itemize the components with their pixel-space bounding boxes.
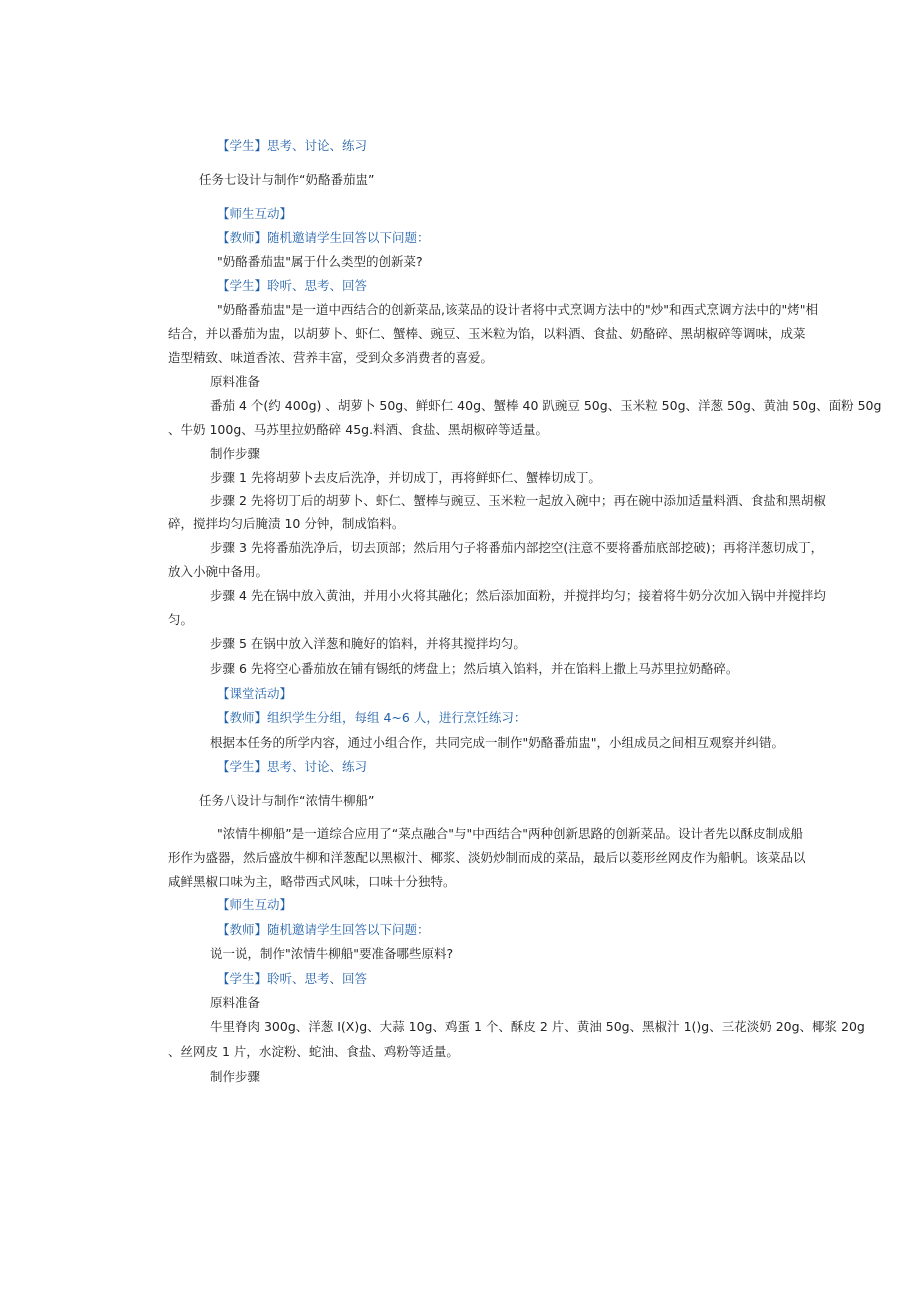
class-activity-label: 【课堂活动】 [217,686,293,701]
steps-heading-2: 制作步骤 [210,1069,261,1084]
step-4-line-1: 步骤 4 先在锅中放入黄油，并用小火将其融化；然后添加面粉，并搅拌均匀；接着将牛奶分次加入锅中并搅拌均 [210,588,826,603]
activity-description: 根据本任务的所学内容，通过小组合作，共同完成一制作"奶酪番茄盅"，小组成员之间相互观察并纠错。 [210,735,785,750]
student-note-4: 【学生】聆听、思考、回答 [217,971,368,986]
steps-heading-1: 制作步骤 [210,446,261,461]
step-2-line-1: 步骤 2 先将切丁后的胡萝卜、虾仁、蟹棒与豌豆、玉米粒一起放入碗中；再在碗中添加适量料酒、食盐和黑胡椒 [210,493,826,508]
step-2-line-2: 碎，搅拌均匀后腌渍 10 分钟，制成馅料。 [168,516,405,531]
ingredients-line-1: 番茄 4 个(约 400g) 、胡萝卜 50g、鲜虾仁 40g、蟹棒 40 趴豌豆 50g、玉米粒 50g、洋葱 50g、黄油 50g、面粉 50g [210,398,882,413]
teacher-prompt-1: 【教师】随机邀请学生回答以下问题： [217,230,430,245]
intro-paragraph-line-1: "奶酪番茄盅"是一道中西结合的创新菜品,该菜品的设计者将中式烹调方法中的"炒"和西式烹调方法中的"烤"相 [217,302,818,317]
dish-intro-line-2: 形作为盛器，然后盛放牛柳和洋葱配以黑椒汁、椰浆、淡奶炒制而成的菜品，最后以菱形丝网皮作为船帆。该菜品以 [168,850,806,865]
teacher-prompt-2: 【教师】组织学生分组，每组 4~6 人，进行烹饪练习： [217,710,527,725]
step-3-line-1: 步骤 3 先将番茄洗净后，切去顶部；然后用勺子将番茄内部挖空(注意不要将番茄底部挖破)；再将洋葱切成丁， [210,540,824,555]
question-1: "奶酪番茄盅"属于什么类型的创新菜? [217,254,423,269]
ingredients-heading-1: 原料准备 [210,374,261,389]
teacher-prompt-3: 【教师】随机邀请学生回答以下问题： [217,922,430,937]
ingredients-heading-2: 原料准备 [210,995,261,1010]
intro-paragraph-line-2: 结合，并以番茄为盅，以胡萝卜、虾仁、蟹棒、豌豆、玉米粒为馅，以料酒、食盐、奶酪碎、黑胡椒碎等调味，成菜 [168,326,806,341]
step-1: 步骤 1 先将胡萝卜去皮后洗净，并切成丁，再将鲜虾仁、蟹棒切成丁。 [210,470,601,485]
teacher-student-interaction-2: 【师生互动】 [217,897,293,912]
intro-paragraph-line-3: 造型精致、味道香浓、营养丰富，受到众多消费者的喜爱。 [168,350,494,365]
step-4-line-2: 匀。 [168,612,194,627]
task-eight-title: 任务八设计与制作“浓情牛柳船” [199,793,375,808]
dish-intro-line-1: "浓情牛柳船”是一道综合应用了“菜点融合"与"中西结合"两种创新思路的创新菜品。设计者先以酥皮制成船 [217,826,803,841]
step-6: 步骤 6 先将空心番茄放在铺有锡纸的烤盘上；然后填入馅料，并在馅料上撒上马苏里拉奶酪碎。 [210,661,739,676]
student-note-2: 【学生】聆听、思考、回答 [217,278,368,293]
ingredients-line-4: 、丝网皮 1 片，水淀粉、蛇油、食盐、鸡粉等适量。 [168,1044,459,1059]
question-2: 说一说，制作"浓情牛柳船"要准备哪些原料? [210,946,454,961]
student-note-1: 【学生】思考、讨论、练习 [217,138,368,153]
task-seven-title: 任务七设计与制作“奶酪番茄盅” [199,172,375,187]
step-5: 步骤 5 在锅中放入洋葱和腌好的馅料，并将其搅拌均匀。 [210,636,526,651]
ingredients-line-3: 牛里脊肉 300g、洋葱 I(X)g、大蒜 10g、鸡蛋 1 个、酥皮 2 片、黄油 50g、黑椒汁 1()g、三花淡奶 20g、椰浆 20g [210,1019,865,1034]
step-3-line-2: 放入小碗中备用。 [168,564,269,579]
teacher-student-interaction-1: 【师生互动】 [217,206,293,221]
student-note-3: 【学生】思考、讨论、练习 [217,759,368,774]
dish-intro-line-3: 咸鲜黑椒口味为主，略带西式风味，口味十分独特。 [168,874,456,889]
ingredients-line-2: 、牛奶 100g、马苏里拉奶酪碎 45g.料酒、食盐、黑胡椒碎等适量。 [168,422,549,437]
